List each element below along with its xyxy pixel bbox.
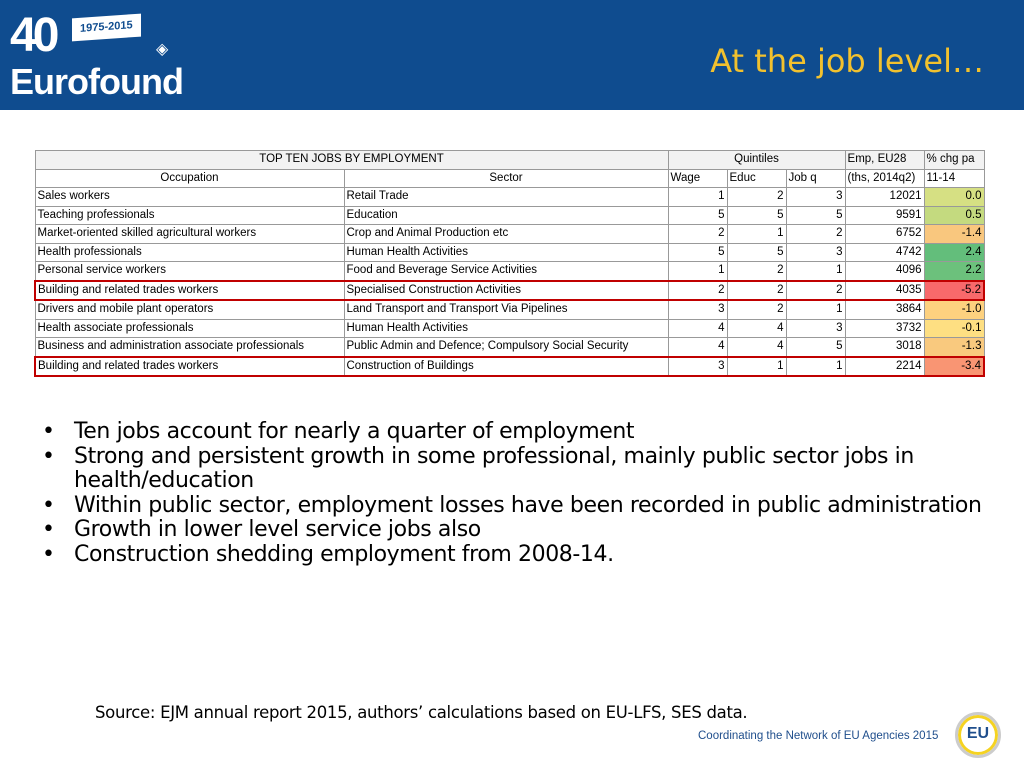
logo-40: 40	[10, 9, 56, 62]
cell-chg: -0.1	[924, 319, 984, 338]
cell-wage: 3	[668, 300, 727, 319]
cell-educ: 2	[727, 300, 786, 319]
cell-wage: 1	[668, 262, 727, 281]
cell-wage: 3	[668, 357, 727, 377]
cell-emp: 6752	[845, 225, 924, 244]
cell-wage: 5	[668, 243, 727, 262]
table-row	[35, 300, 984, 319]
table-row	[35, 319, 984, 338]
cell-chg: -1.4	[924, 225, 984, 244]
cell-educ: 2	[727, 262, 786, 281]
cell-chg: 0.0	[924, 188, 984, 207]
cell-wage: 2	[668, 281, 727, 301]
slide-title: At the job level…	[710, 42, 984, 80]
cell-educ: 2	[727, 188, 786, 207]
cell-jobq: 3	[786, 188, 845, 207]
cell-emp: 4035	[845, 281, 924, 301]
cell-wage: 1	[668, 188, 727, 207]
cell-educ: 2	[727, 281, 786, 301]
table-row	[35, 338, 984, 357]
cell-sector: Construction of Buildings	[344, 357, 668, 377]
logo-years: 1975-2015	[72, 14, 141, 42]
wage-header: Wage	[668, 169, 727, 188]
cell-jobq: 2	[786, 281, 845, 301]
cell-wage: 5	[668, 206, 727, 225]
cell-jobq: 5	[786, 206, 845, 225]
cell-wage: 2	[668, 225, 727, 244]
cell-sector: Public Admin and Defence; Compulsory Social Security	[344, 338, 668, 357]
cell-emp: 12021	[845, 188, 924, 207]
bullet-item: • Within public sector, employment losses have been recorded in public administration	[42, 494, 981, 519]
cell-jobq: 5	[786, 338, 845, 357]
cell-chg: -3.4	[924, 357, 984, 377]
cell-sector: Human Health Activities	[344, 243, 668, 262]
table-row	[35, 357, 984, 377]
sector-header: Sector	[344, 169, 668, 188]
coordinating-note: Coordinating the Network of EU Agencies 2015	[698, 730, 939, 742]
cell-jobq: 1	[786, 300, 845, 319]
cell-occupation: Health professionals	[35, 243, 344, 262]
bullet-item: • Construction shedding employment from 2008-14.	[42, 543, 981, 568]
cell-educ: 4	[727, 338, 786, 357]
eurofound-icon: ◈	[156, 41, 169, 58]
cell-chg: 0.5	[924, 206, 984, 225]
cell-sector: Specialised Construction Activities	[344, 281, 668, 301]
chg-subheader: 11-14	[924, 169, 984, 188]
table-row	[35, 243, 984, 262]
cell-emp: 2214	[845, 357, 924, 377]
jobq-header: Job q	[786, 169, 845, 188]
quintiles-header: Quintiles	[668, 151, 845, 170]
cell-sector: Land Transport and Transport Via Pipelines	[344, 300, 668, 319]
cell-occupation: Drivers and mobile plant operators	[35, 300, 344, 319]
table-row	[35, 188, 984, 207]
cell-occupation: Building and related trades workers	[35, 357, 344, 377]
cell-emp: 4096	[845, 262, 924, 281]
emp-subheader: (ths, 2014q2)	[845, 169, 924, 188]
logo-brand: Eurofound	[10, 61, 183, 102]
top-jobs-table	[34, 150, 985, 377]
table-title: TOP TEN JOBS BY EMPLOYMENT	[35, 151, 668, 170]
cell-educ: 1	[727, 225, 786, 244]
cell-sector: Human Health Activities	[344, 319, 668, 338]
cell-occupation: Sales workers	[35, 188, 344, 207]
cell-occupation: Market-oriented skilled agricultural workers	[35, 225, 344, 244]
table-row	[35, 262, 984, 281]
cell-jobq: 1	[786, 357, 845, 377]
table-header-row	[35, 151, 984, 170]
bullet-list	[42, 420, 981, 567]
cell-jobq: 3	[786, 319, 845, 338]
educ-header: Educ	[727, 169, 786, 188]
cell-wage: 4	[668, 319, 727, 338]
bullet-item: • Growth in lower level service jobs also	[42, 518, 981, 543]
cell-emp: 9591	[845, 206, 924, 225]
cell-sector: Food and Beverage Service Activities	[344, 262, 668, 281]
occupation-header: Occupation	[35, 169, 344, 188]
cell-occupation: Health associate professionals	[35, 319, 344, 338]
bullet-item: • Ten jobs account for nearly a quarter of employment	[42, 420, 981, 445]
cell-jobq: 2	[786, 225, 845, 244]
cell-occupation: Business and administration associate professionals	[35, 338, 344, 357]
cell-emp: 4742	[845, 243, 924, 262]
eu-agencies-logo: EU	[955, 712, 1001, 758]
cell-occupation: Teaching professionals	[35, 206, 344, 225]
cell-jobq: 1	[786, 262, 845, 281]
header-bar	[0, 0, 1024, 110]
chg-header: % chg pa	[924, 151, 984, 170]
cell-educ: 4	[727, 319, 786, 338]
cell-educ: 5	[727, 206, 786, 225]
cell-emp: 3732	[845, 319, 924, 338]
cell-occupation: Personal service workers	[35, 262, 344, 281]
emp-header: Emp, EU28	[845, 151, 924, 170]
source-note: Source: EJM annual report 2015, authors’ calculations based on EU-LFS, SES data.	[95, 703, 748, 722]
cell-chg: -1.3	[924, 338, 984, 357]
cell-chg: 2.2	[924, 262, 984, 281]
table-row	[35, 281, 984, 301]
table-header-row	[35, 169, 984, 188]
cell-emp: 3864	[845, 300, 924, 319]
bullet-item: • Strong and persistent growth in some professional, mainly public sector jobs in health/education	[42, 445, 934, 494]
cell-jobq: 3	[786, 243, 845, 262]
cell-sector: Retail Trade	[344, 188, 668, 207]
table-row	[35, 225, 984, 244]
cell-sector: Crop and Animal Production etc	[344, 225, 668, 244]
cell-chg: -5.2	[924, 281, 984, 301]
cell-wage: 4	[668, 338, 727, 357]
cell-chg: -1.0	[924, 300, 984, 319]
cell-sector: Education	[344, 206, 668, 225]
cell-educ: 1	[727, 357, 786, 377]
cell-educ: 5	[727, 243, 786, 262]
table-row	[35, 206, 984, 225]
cell-emp: 3018	[845, 338, 924, 357]
cell-occupation: Building and related trades workers	[35, 281, 344, 301]
cell-chg: 2.4	[924, 243, 984, 262]
